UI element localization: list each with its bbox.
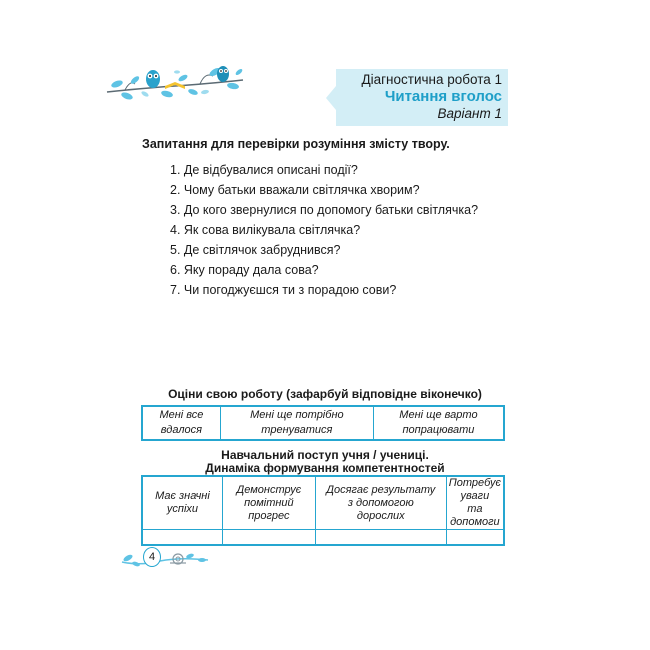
progress-table	[141, 475, 505, 546]
page-number: 4	[143, 547, 161, 567]
cell-text: Демонструє	[236, 483, 302, 496]
progress-header-cell	[446, 476, 504, 530]
cell-text: Мені ще потрібно	[250, 409, 344, 421]
cell-text: тренуватися	[261, 424, 333, 436]
progress-empty-cell[interactable]	[142, 530, 222, 546]
progress-empty-cell[interactable]	[222, 530, 315, 546]
cell-text: попрацювати	[402, 424, 475, 436]
assessment-cell-need-work[interactable]	[373, 406, 504, 440]
progress-header-cell	[222, 476, 315, 530]
questions-title: Запитання для перевірки розуміння змісту твору.	[142, 137, 450, 151]
self-assessment-table	[141, 405, 505, 441]
list-item: 6. Яку пораду дала сова?	[170, 263, 319, 277]
assessment-cell-all-good[interactable]	[142, 406, 220, 440]
progress-empty-cell[interactable]	[315, 530, 446, 546]
cell-text: та допомоги	[450, 503, 500, 528]
work-title: Діагностична робота 1	[361, 72, 502, 87]
list-item: 3. До кого звернулися по допомогу батьки світлячка?	[170, 203, 479, 217]
progress-empty-cell[interactable]	[446, 530, 504, 546]
work-subject: Читання вголос	[384, 88, 502, 105]
snail-icon	[120, 546, 210, 568]
header-notch	[326, 86, 336, 110]
assessment-cell-need-practice[interactable]	[220, 406, 373, 440]
cell-text: вдалося	[160, 424, 203, 436]
owl-branch-icon	[105, 62, 245, 104]
cell-text: помітний	[244, 496, 294, 509]
cell-text: з допомогою	[347, 496, 414, 509]
list-item: 7. Чи погоджуєшся ти з порадою сови?	[170, 283, 397, 297]
self-assessment-title: Оціни свою роботу (зафарбуй відповідне віконечко)	[168, 387, 482, 401]
cell-text: прогрес	[248, 509, 290, 522]
list-item: 1. Де відбувалися описані події?	[170, 163, 358, 177]
questions-list	[170, 160, 478, 300]
progress-header-cell	[142, 476, 222, 530]
progress-header-cell	[315, 476, 446, 530]
cell-text: успіхи	[166, 503, 199, 515]
cell-text: Мені все	[159, 409, 204, 421]
cell-text: Потребує	[448, 477, 501, 489]
progress-title: Навчальний поступ учня / учениці.	[221, 448, 429, 462]
cell-text: Має значні	[155, 490, 210, 502]
list-item: 2. Чому батьки вважали світлячка хворим?	[170, 183, 420, 197]
work-variant: Варіант 1	[437, 106, 502, 121]
cell-text: уваги	[460, 490, 490, 502]
progress-subtitle: Динаміка формування компетентностей	[205, 461, 445, 475]
cell-text: Досягає результату	[326, 483, 436, 496]
cell-text: дорослих	[356, 509, 405, 522]
list-item: 4. Як сова вилікувала світлячка?	[170, 223, 361, 237]
list-item: 5. Де світлячок забруднився?	[170, 243, 341, 257]
cell-text: Мені ще варто	[399, 409, 478, 421]
